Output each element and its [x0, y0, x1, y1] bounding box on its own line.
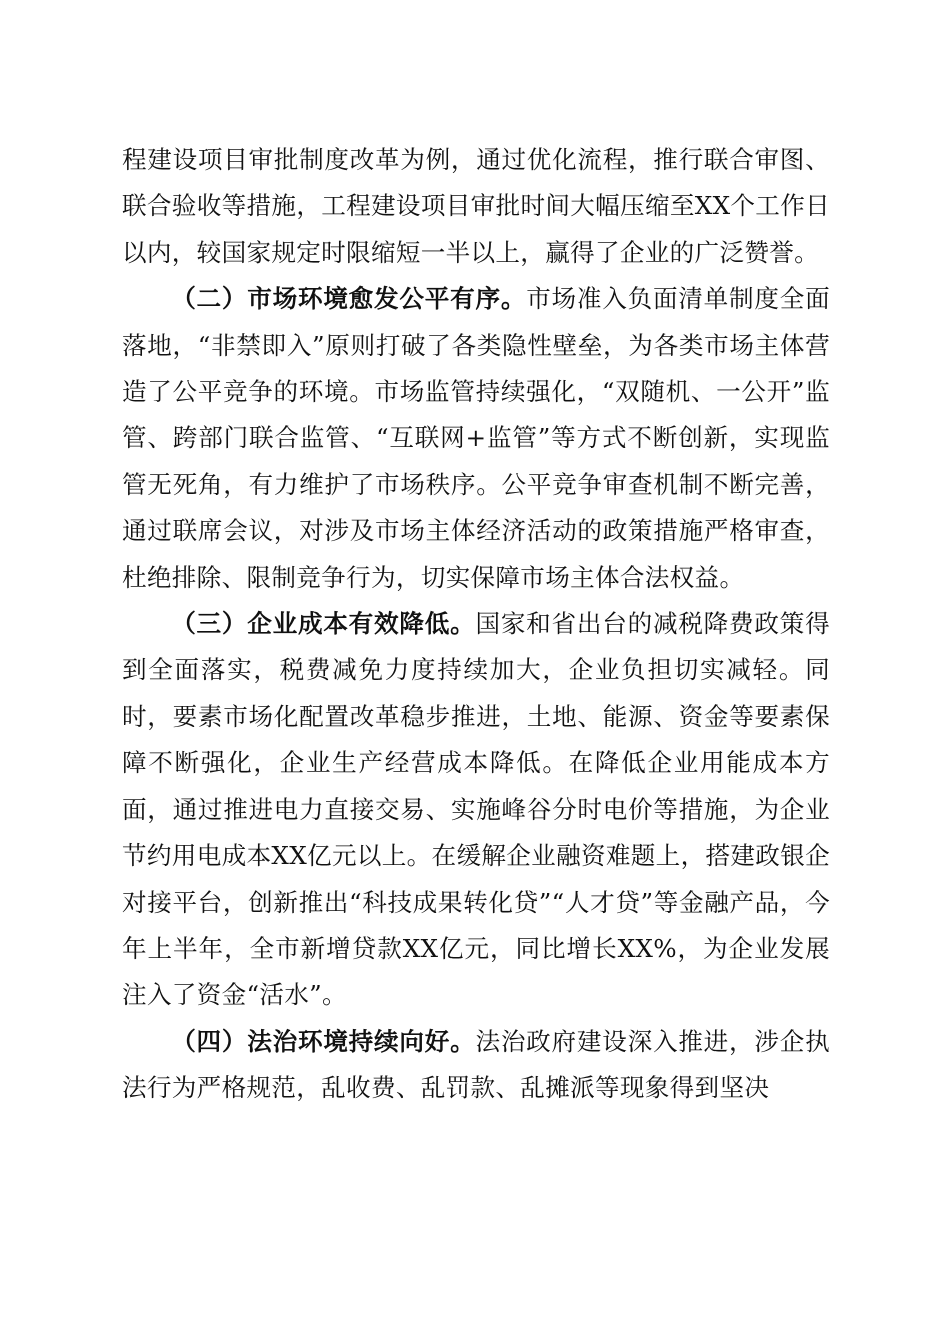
section-heading: （三）企业成本有效降低。 [171, 609, 476, 639]
paragraph-body: 法治政府建设深入推进，涉企执法行为严格规范，乱收费、乱罚款、乱摊派等现象得到坚决 [122, 1026, 830, 1103]
document-body [122, 137, 830, 1112]
paragraph-market-environment [122, 276, 830, 601]
paragraph-body: 程建设项目审批制度改革为例，通过优化流程，推行联合审图、联合验收等措施，工程建设项目审批时间大幅压缩至XX个工作日以内，较国家规定时限缩短一半以上，赢得了企业的广泛赞誉。 [122, 145, 830, 267]
paragraph-continued [122, 137, 830, 276]
paragraph-body: 市场准入负面清单制度全面落地，“非禁即入”原则打破了各类隐性壁垒，为各类市场主体营造了公平竞争的环境。市场监管持续强化，“双随机、一公开”监管、跨部门联合监管、“互联网+监管”等方式不断创新，实现监管无死角，有力维护了市场秩序。公平竞争审查机制不断完善，通过联席会议，对涉及市场主体经济活动的政策措施严格审查，杜绝排除、限制竞争行为，切实保障市场主体合法权益。 [122, 284, 831, 592]
paragraph-enterprise-costs [122, 601, 830, 1019]
section-heading: （二）市场环境愈发公平有序。 [171, 284, 527, 314]
section-heading: （四）法治环境持续向好。 [171, 1026, 476, 1056]
paragraph-legal-environment [122, 1019, 830, 1112]
paragraph-body: 国家和省出台的减税降费政策得到全面落实，税费减免力度持续加大，企业负担切实减轻。同时，要素市场化配置改革稳步推进，土地、能源、资金等要素保障不断强化，企业生产经营成本降低。在降低企业用能成本方面，通过推进电力直接交易、实施峰谷分时电价等措施，为企业节约用电成本XX亿元以上。在缓解企业融资难题上，搭建政银企对接平台，创新推出“科技成果转化贷”“人才贷”等金融产品，今年上半年，全市新增贷款XX亿元，同比增长XX%，为企业发展注入了资金“活水”。 [122, 609, 830, 1010]
